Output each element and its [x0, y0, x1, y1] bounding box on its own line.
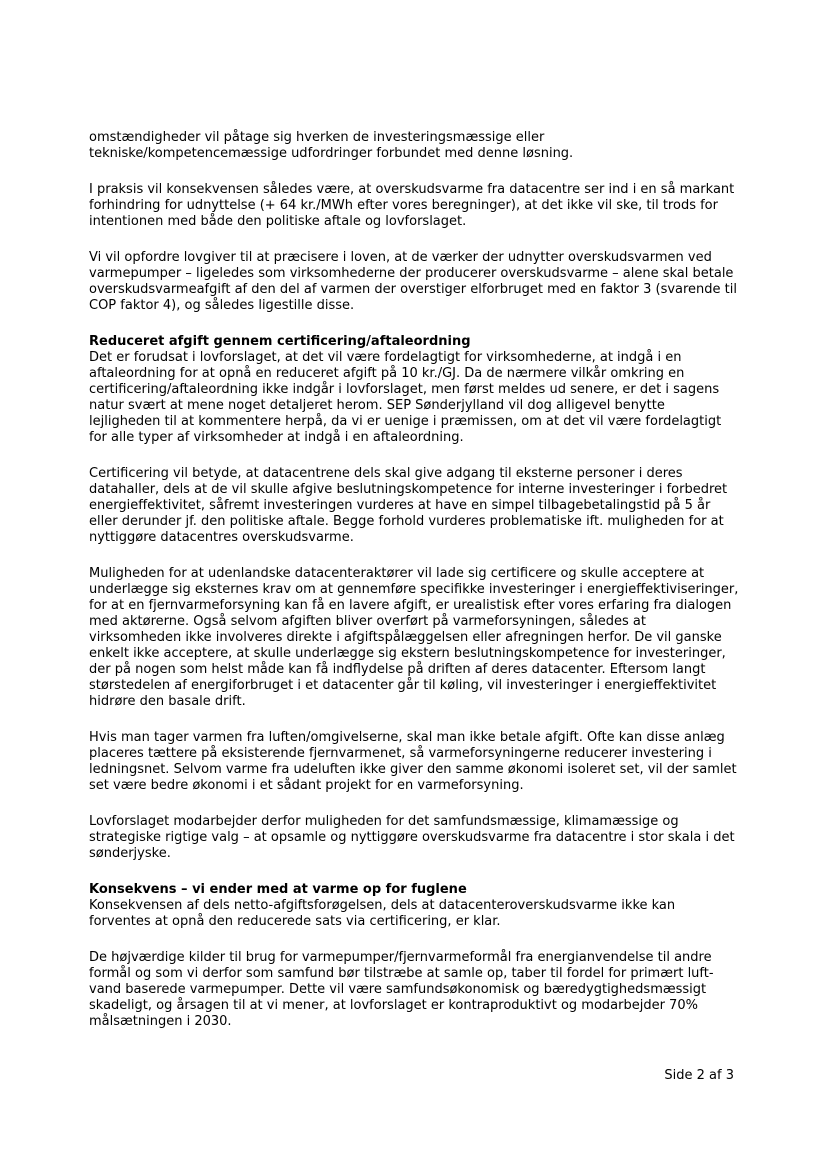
paragraph: Vi vil opfordre lovgiver til at præcisere i loven, at de værker der udnytter overskudsvarmen ved varmepumper – ligeledes som virksomhederne der producerer overskudsvarme – alene skal betale overskudsvarmeafgift af den del af varmen der overstiger elforbruget med en faktor 3 (svarende til COP faktor 4), og således ligestille disse.: [89, 250, 738, 313]
paragraph: Det er forudsat i lovforslaget, at det vil være fordelagtigt for virksomhederne, at indgå i en aftaleordning for at opnå en reduceret afgift på 10 kr./GJ. Da de nærmere vilkår omkring en certificering/aftaleordning ikke indgår i lovforslaget, men først meldes ud senere, er det i sagens natur svært at mene noget detaljeret herom. SEP Sønderjylland vil dog alligevel benytte lejligheden til at kommentere herpå, da vi er uenige i præmissen, om at det vil være fordelagtigt for alle typer af virksomheder at indgå i en aftaleordning.: [89, 350, 722, 445]
section-heading-konsekvens: Konsekvens – vi ender med at varme op for fuglene: [89, 882, 467, 897]
paragraph: Muligheden for at udenlandske datacenteraktører vil lade sig certificere og skulle acceptere at underlægge sig eksternes krav om at gennemføre specifikke investeringer i energieffektiviseringer, for at en fjernvarmeforsyning kan få en lavere afgift, er urealistisk efter vores erfaring fra dialogen med aktørerne. Også selvom afgiften bliver overført på varmeforsyningen, således at virksomheden ikke involveres direkte i afgiftspålæggelsen eller afregningen herfor. De vil ganske enkelt ikke acceptere, at skulle underlægge sig ekstern beslutningskompetence for investeringer, der på nogen som helst måde kan få indflydelse på driften af deres datacenter. Eftersom langt størstedelen af energiforbruget i et datacenter går til køling, vil investeringer i energieffektivitet hidrøre den basale drift.: [89, 566, 739, 709]
section-heading-certificering: Reduceret afgift gennem certificering/aftaleordning: [89, 334, 471, 349]
paragraph: De højværdige kilder til brug for varmepumper/fjernvarmeformål fra energianvendelse til andre formål og som vi derfor som samfund bør tilstræbe at samle op, taber til fordel for primært luft-vand baserede varmepumper. Dette vil være samfundsøkonomisk og bæredygtighedsmæssigt skadeligt, og årsagen til at vi mener, at lovforslaget er kontraproduktivt og modarbejder 70% målsætningen i 2030.: [89, 950, 714, 1029]
paragraph: Certificering vil betyde, at datacentrene dels skal give adgang til eksterne personer i deres datahaller, dels at de vil skulle afgive beslutningskompetence for interne investeringer i forbedret energieffektivitet, såfremt investeringen vurderes at have en simpel tilbagebetalingstid på 5 år eller derunder jf. den politiske aftale. Begge forhold vurderes problematiske ift. muligheden for at nyttiggøre datacentres overskudsvarme.: [89, 466, 728, 545]
paragraph: Hvis man tager varmen fra luften/omgivelserne, skal man ikke betale afgift. Ofte kan disse anlæg placeres tættere på eksisterende fjernvarmenet, så varmeforsyningerne reducerer investering i ledningsnet. Selvom varme fra udeluften ikke giver den samme økonomi isoleret set, vil der samlet set være bedre økonomi i et sådant projekt for en varmeforsyning.: [89, 730, 737, 793]
paragraph: omstændigheder vil påtage sig hverken de investeringsmæssige eller tekniske/kompetencemæssige udfordringer forbundet med denne løsning.: [89, 130, 574, 161]
document-body: [89, 130, 739, 1050]
paragraph: Lovforslaget modarbejder derfor muligheden for det samfundsmæssige, klimamæssige og strategiske rigtige valg – at opsamle og nyttiggøre overskudsvarme fra datacentre i stor skala i det sønderjyske.: [89, 814, 735, 861]
paragraph: Konsekvensen af dels netto-afgiftsforøgelsen, dels at datacenteroverskudsvarme ikke kan forventes at opnå den reducerede sats via certificering, er klar.: [89, 898, 676, 929]
paragraph: I praksis vil konsekvensen således være, at overskudsvarme fra datacentre ser ind i en så markant forhindring for udnyttelse (+ 64 kr./MWh efter vores beregninger), at det ikke vil ske, til trods for intentionen med både den politiske aftale og lovforslaget.: [89, 182, 735, 229]
page-number: Side 2 af 3: [664, 1068, 734, 1083]
